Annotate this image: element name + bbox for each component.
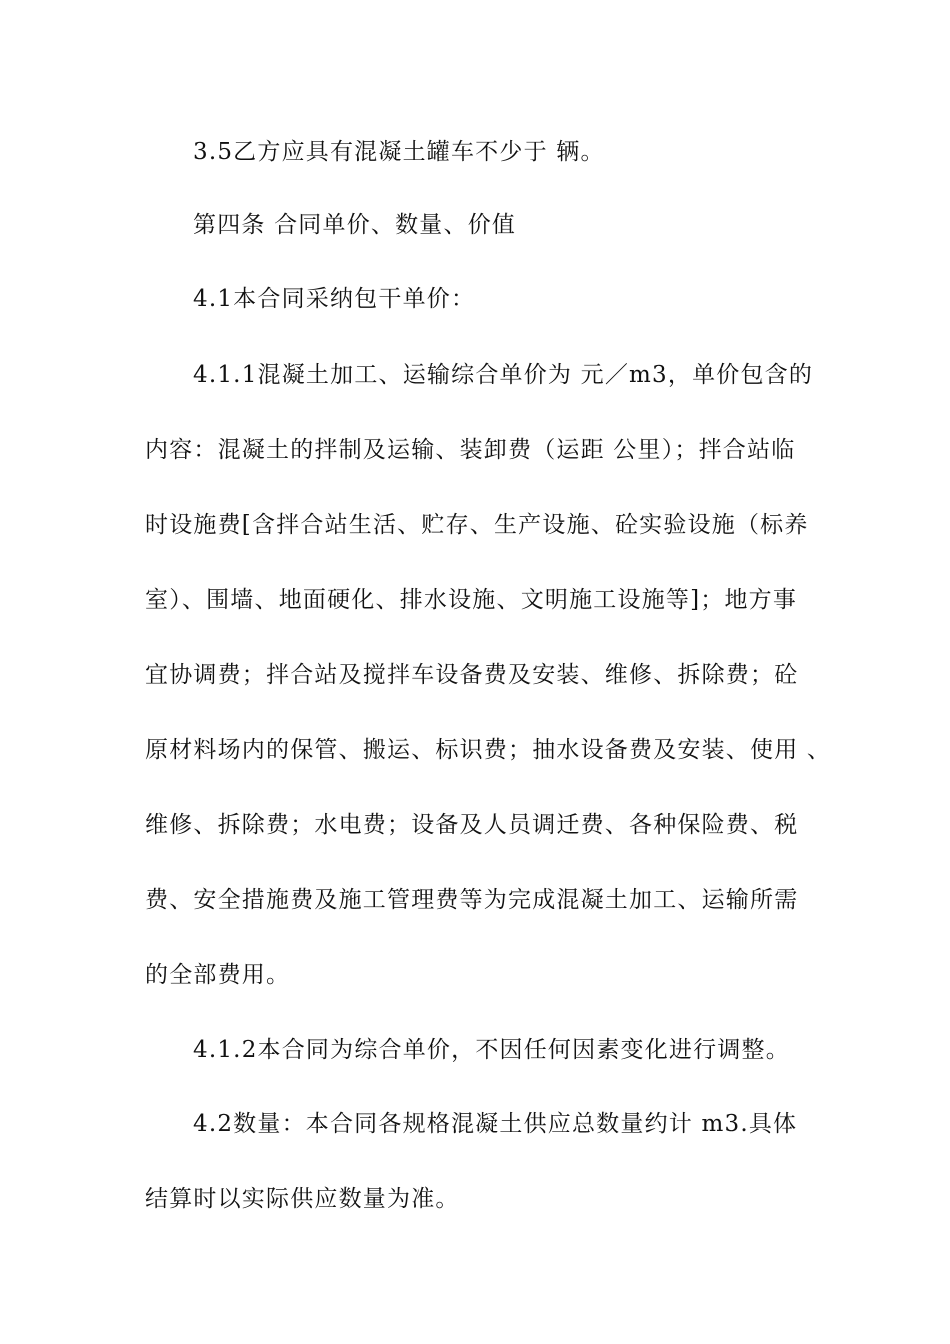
paragraph-line: 维修、拆除费；水电费；设备及人员调迁费、各种保险费、税 — [145, 812, 799, 838]
paragraph-line: 时设施费[含拌合站生活、贮存、生产设施、砼实验设施（标养 — [145, 512, 809, 538]
paragraph-line: 的全部费用。 — [145, 962, 291, 988]
section-heading: 第四条 合同单价、数量、价值 — [193, 212, 517, 238]
paragraph-line: 4.2数量：本合同各规格混凝土供应总数量约计 m3.具体 — [193, 1111, 798, 1137]
paragraph-line: 内容：混凝土的拌制及运输、装卸费（运距 公里）；拌合站临 — [145, 437, 796, 463]
paragraph-line: 4.1本合同采纳包干单价： — [193, 286, 476, 312]
paragraph-line: 室）、围墙、地面硬化、排水设施、文明施工设施等]；地方事 — [145, 587, 798, 613]
paragraph-line: 结算时以实际供应数量为准。 — [145, 1186, 460, 1212]
paragraph-line: 原材料场内的保管、搬运、标识费；抽水设备费及安装、使用 、 — [145, 737, 832, 763]
paragraph-line: 宜协调费；拌合站及搅拌车设备费及安装、维修、拆除费；砼 — [145, 662, 799, 688]
paragraph-line: 3.5乙方应具有混凝土罐车不少于 辆。 — [193, 139, 605, 165]
paragraph-line: 4.1.1混凝土加工、运输综合单价为 元／m3，单价包含的 — [193, 362, 814, 388]
paragraph-line: 4.1.2本合同为综合单价，不因任何因素变化进行调整。 — [193, 1037, 790, 1063]
paragraph-line: 费、安全措施费及施工管理费等为完成混凝土加工、运输所需 — [145, 887, 799, 913]
